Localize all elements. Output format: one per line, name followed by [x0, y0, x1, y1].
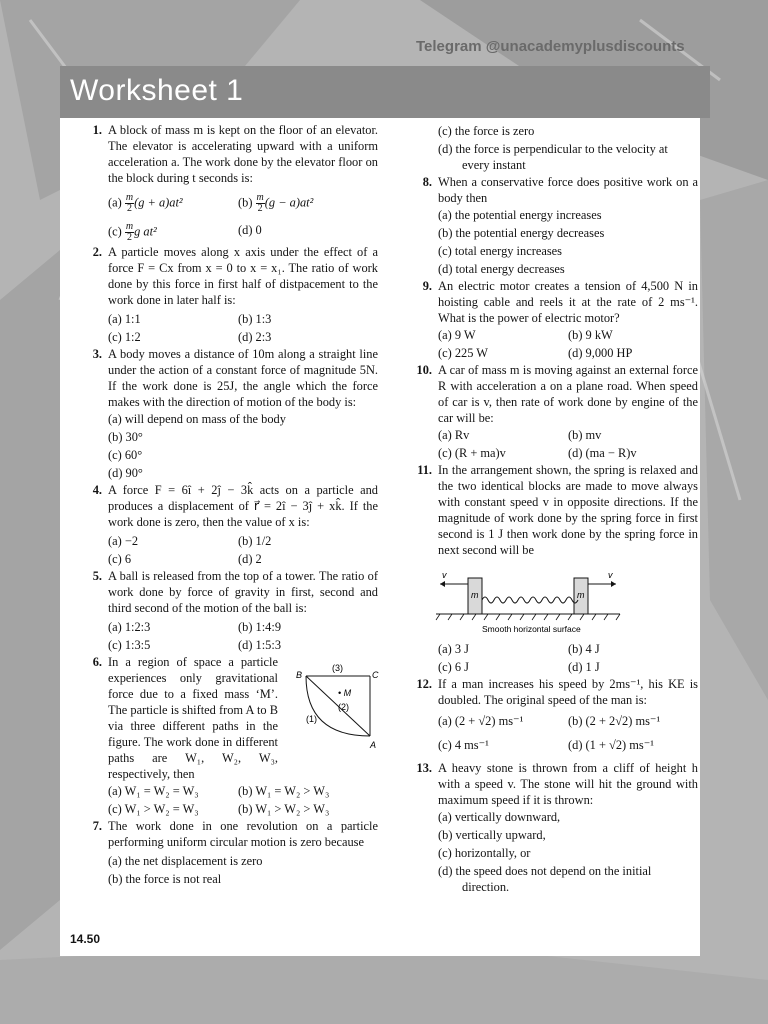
option-a: (a) vertically downward,	[438, 810, 561, 824]
question-3: 3. A body moves a distance of 10m along a straight line under the action of a constant force of magnitude 5N. If the work done is 25J, the angle which the force makes with the direction of motion of the body is:	[92, 347, 378, 409]
question-text: The work done in one revolution on a particle performing uniform circular motion is zero because	[108, 819, 378, 849]
option-a: (a) will depend on mass of the body	[108, 412, 286, 426]
option-b: (b) vertically upward,	[438, 828, 546, 842]
option-b: (b) (2 + 2√2) ms⁻¹	[568, 714, 661, 728]
options-13	[408, 808, 698, 896]
option-c: (c) 1:2	[108, 330, 141, 344]
question-13: 13. A heavy stone is thrown from a cliff of height h with a speed v. The stone will hit the ground with maximum speed if it is thrown:	[416, 761, 698, 807]
option-a: (a) $\frac{m}{2}$ (g + a)at²	[108, 192, 183, 214]
options-10	[408, 426, 698, 462]
option-a: (a) (2 + √2) ms⁻¹	[438, 714, 524, 728]
options-7-left	[78, 852, 378, 888]
right-column	[408, 122, 698, 896]
question-10: 10. A car of mass m is moving against an external force R with acceleration a on a plane road. When speed of car is v, then rate of work done by engine of the car will be:	[416, 363, 698, 425]
option-c: (c) (R + ma)v	[438, 446, 506, 460]
option-d: (d) (ma − R)v	[568, 446, 637, 460]
question-text: In a region of space a particle experiences only gravitational force due to a fixed mass ‘M’. The particle is shifted from A to B via three different paths in the figure. The work done in different paths are W₁, W₂, W₃, respectively, then	[108, 655, 278, 781]
option-d: (d) the speed does not depend on the initial direction.	[438, 864, 652, 894]
question-number: 1.	[92, 123, 102, 137]
options-6	[78, 782, 378, 818]
option-a: (a) 1:2:3	[108, 620, 151, 634]
question-text: In the arrangement shown, the spring is relaxed and the two identical blocks are made to move always with constant speed v in opposite directions. If the magnitude of work done by the spring force in first second is 1 J then work done by the spring force in next second will be	[438, 463, 698, 557]
question-12: 12. If a man increases his speed by 2ms⁻¹, his KE is doubled. The original speed of the man is:	[416, 677, 698, 707]
option-d: (d) 2:3	[238, 330, 272, 344]
option-d: (d) 0	[238, 223, 262, 237]
option-b: (b) 1/2	[238, 534, 272, 548]
option-d: (d) 2	[238, 552, 262, 566]
question-text: An electric motor creates a tension of 4,500 N in hoisting cable and reels it at the rate of 2 ms⁻¹. What is the power of electric motor?	[438, 279, 698, 325]
option-c: (c) 4 ms⁻¹	[438, 738, 489, 752]
options-9	[408, 326, 698, 362]
options-11	[408, 640, 698, 676]
option-d: (d) total energy decreases	[438, 262, 565, 276]
label-path-2: (2)	[338, 702, 349, 712]
left-column	[78, 122, 378, 888]
label-a: A	[370, 740, 377, 748]
question-text: A block of mass m is kept on the floor of an elevator. The elevator is accelerating upward with a uniform acceleration a. The work done by the elevator floor on the block during t seconds is:	[108, 123, 378, 185]
option-b: (b) 9 kW	[568, 328, 613, 342]
question-7: 7. The work done in one revolution on a particle performing uniform circular motion is zero because	[92, 819, 378, 849]
option-b: (b) 1:3	[238, 312, 272, 326]
question-6: 6. In a region of space a particle experiences only gravitational force due to a fixed mass ‘M’. The particle is shifted from A to B via three different paths in the figure. The work done in different paths are W₁, W₂, W₃, respectively, then	[92, 655, 278, 781]
option-c: (c) $\frac{m}{2}$ g at²	[108, 221, 157, 243]
option-d: (b) W₁ > W₂ > W₃	[238, 802, 330, 816]
option-c: (c) total energy increases	[438, 244, 562, 258]
option-c: (c) horizontally, or	[438, 846, 531, 860]
option-c: (c) W₁ > W₂ = W₃	[108, 802, 199, 816]
label-path-1: (1)	[306, 714, 317, 724]
option-b: (b) 4 J	[568, 642, 600, 656]
velocity-right-label: v	[608, 570, 613, 580]
label-c: C	[372, 670, 379, 680]
option-d: (d) 1:5:3	[238, 638, 282, 652]
question-9: 9. An electric motor creates a tension of 4,500 N in hoisting cable and reels it at the rate of 2 ms⁻¹. What is the power of electric motor?	[422, 279, 698, 325]
option-b: (b) mv	[568, 428, 602, 442]
option-c: (c) 6 J	[438, 660, 469, 674]
paths-figure	[292, 662, 382, 748]
option-c: (c) 6	[108, 552, 132, 566]
option-b: (b) 1:4:9	[238, 620, 282, 634]
options-8	[408, 206, 698, 278]
option-a: (a) the net displacement is zero	[108, 854, 263, 868]
option-b: (b) 30°	[108, 430, 143, 444]
option-b: (b) the force is not real	[108, 872, 222, 886]
options-1	[78, 192, 378, 244]
question-text: If a man increases his speed by 2ms⁻¹, his KE is doubled. The original speed of the man is:	[438, 677, 698, 707]
question-text: A heavy stone is thrown from a cliff of height h with a speed v. The stone will hit the ground with maximum speed if it is thrown:	[438, 761, 698, 807]
velocity-left-label: v	[442, 570, 447, 580]
label-m: • M	[338, 688, 352, 698]
option-c: (c) 225 W	[438, 346, 489, 360]
option-d: (d) 1 J	[568, 660, 600, 674]
option-b: (b) $\frac{m}{2}$ (g − a)at²	[238, 192, 314, 214]
option-c: (c) 1:3:5	[108, 638, 151, 652]
label-path-3: (3)	[332, 663, 343, 673]
surface-caption: Smooth horizontal surface	[482, 624, 581, 634]
option-a: (a) Rv	[438, 428, 470, 442]
question-4: 4. A force F = 6î + 2ĵ − 3k̂ acts on a particle and produces a displacement of r⃗ = 2î − 3ĵ + xk̂. If the work done is zero, then the value of x is:	[92, 483, 378, 529]
options-2	[78, 310, 378, 346]
label-b: B	[296, 670, 303, 680]
option-d: (d) (1 + √2) ms⁻¹	[568, 738, 654, 752]
question-text: A body moves a distance of 10m along a straight line under the action of a constant force of magnitude 5N. If the work done is 25J, the angle which the force makes with the direction of motion of the body is:	[108, 347, 378, 409]
option-a: (a) the potential energy increases	[438, 208, 602, 222]
question-5: 5. A ball is released from the top of a tower. The ratio of work done by force of gravity in first, second and third second of the motion of the ball is:	[92, 569, 378, 615]
question-text: A particle moves along x axis under the effect of a force F = Cx from x = 0 to x = x₁. The ratio of work done by this force in first half of distpacement to the work done in later half is:	[108, 245, 378, 307]
option-a: (a) 3 J	[438, 642, 469, 656]
question-text: A force F = 6î + 2ĵ − 3k̂ acts on a particle and produces a displacement of r⃗ = 2î − 3ĵ + xk̂. If the work done is zero, then the value of x is:	[108, 483, 378, 529]
options-4	[78, 532, 378, 568]
option-d: (d) the force is perpendicular to the velocity at every instant	[438, 142, 668, 172]
option-b: (b) the potential energy decreases	[438, 226, 605, 240]
option-b: (b) W₁ = W₂ > W₃	[238, 784, 330, 798]
page-number: 14.50	[70, 932, 101, 946]
question-11: 11. In the arrangement shown, the spring is relaxed and the two identical blocks are made to move always with constant speed v in opposite directions. If the magnitude of work done by the spring force in first second is 1 J then work done by the spring force in next second will be	[417, 463, 698, 557]
option-c: (c) the force is zero	[438, 124, 535, 138]
option-a: (a) W₁ = W₂ = W₃	[108, 784, 199, 798]
options-12	[408, 712, 698, 754]
mass-right-label: m	[577, 590, 585, 600]
option-a: (a) −2	[108, 534, 139, 548]
options-5	[78, 618, 378, 654]
question-2: 2. A particle moves along x axis under the effect of a force F = Cx from x = 0 to x = x₁. The ratio of work done by this force in first half of distpacement to the work done in later half is:	[92, 245, 378, 307]
telegram-watermark: Telegram @unacademyplusdiscounts	[416, 38, 685, 55]
option-a: (a) 9 W	[438, 328, 476, 342]
question-8: 8. When a conservative force does positive work on a body then	[422, 175, 698, 205]
option-a: (a) 1:1	[108, 312, 141, 326]
mass-left-label: m	[471, 590, 479, 600]
option-c: (c) 60°	[108, 448, 143, 462]
question-1	[78, 122, 378, 186]
option-d: (d) 90°	[108, 466, 143, 480]
page-title: Worksheet 1	[70, 74, 244, 107]
question-text: When a conservative force does positive work on a body then	[438, 175, 698, 205]
spring-blocks-figure	[434, 566, 624, 636]
option-d: (d) 9,000 HP	[568, 346, 633, 360]
options-7-right	[408, 122, 698, 174]
question-text: A ball is released from the top of a tower. The ratio of work done by force of gravity in first, second and third second of the motion of the ball is:	[108, 569, 378, 615]
options-3	[78, 410, 378, 482]
question-text: A car of mass m is moving against an external force R with acceleration a on a plane road. When speed of car is v, then rate of work done by engine of the car will be:	[438, 363, 698, 425]
